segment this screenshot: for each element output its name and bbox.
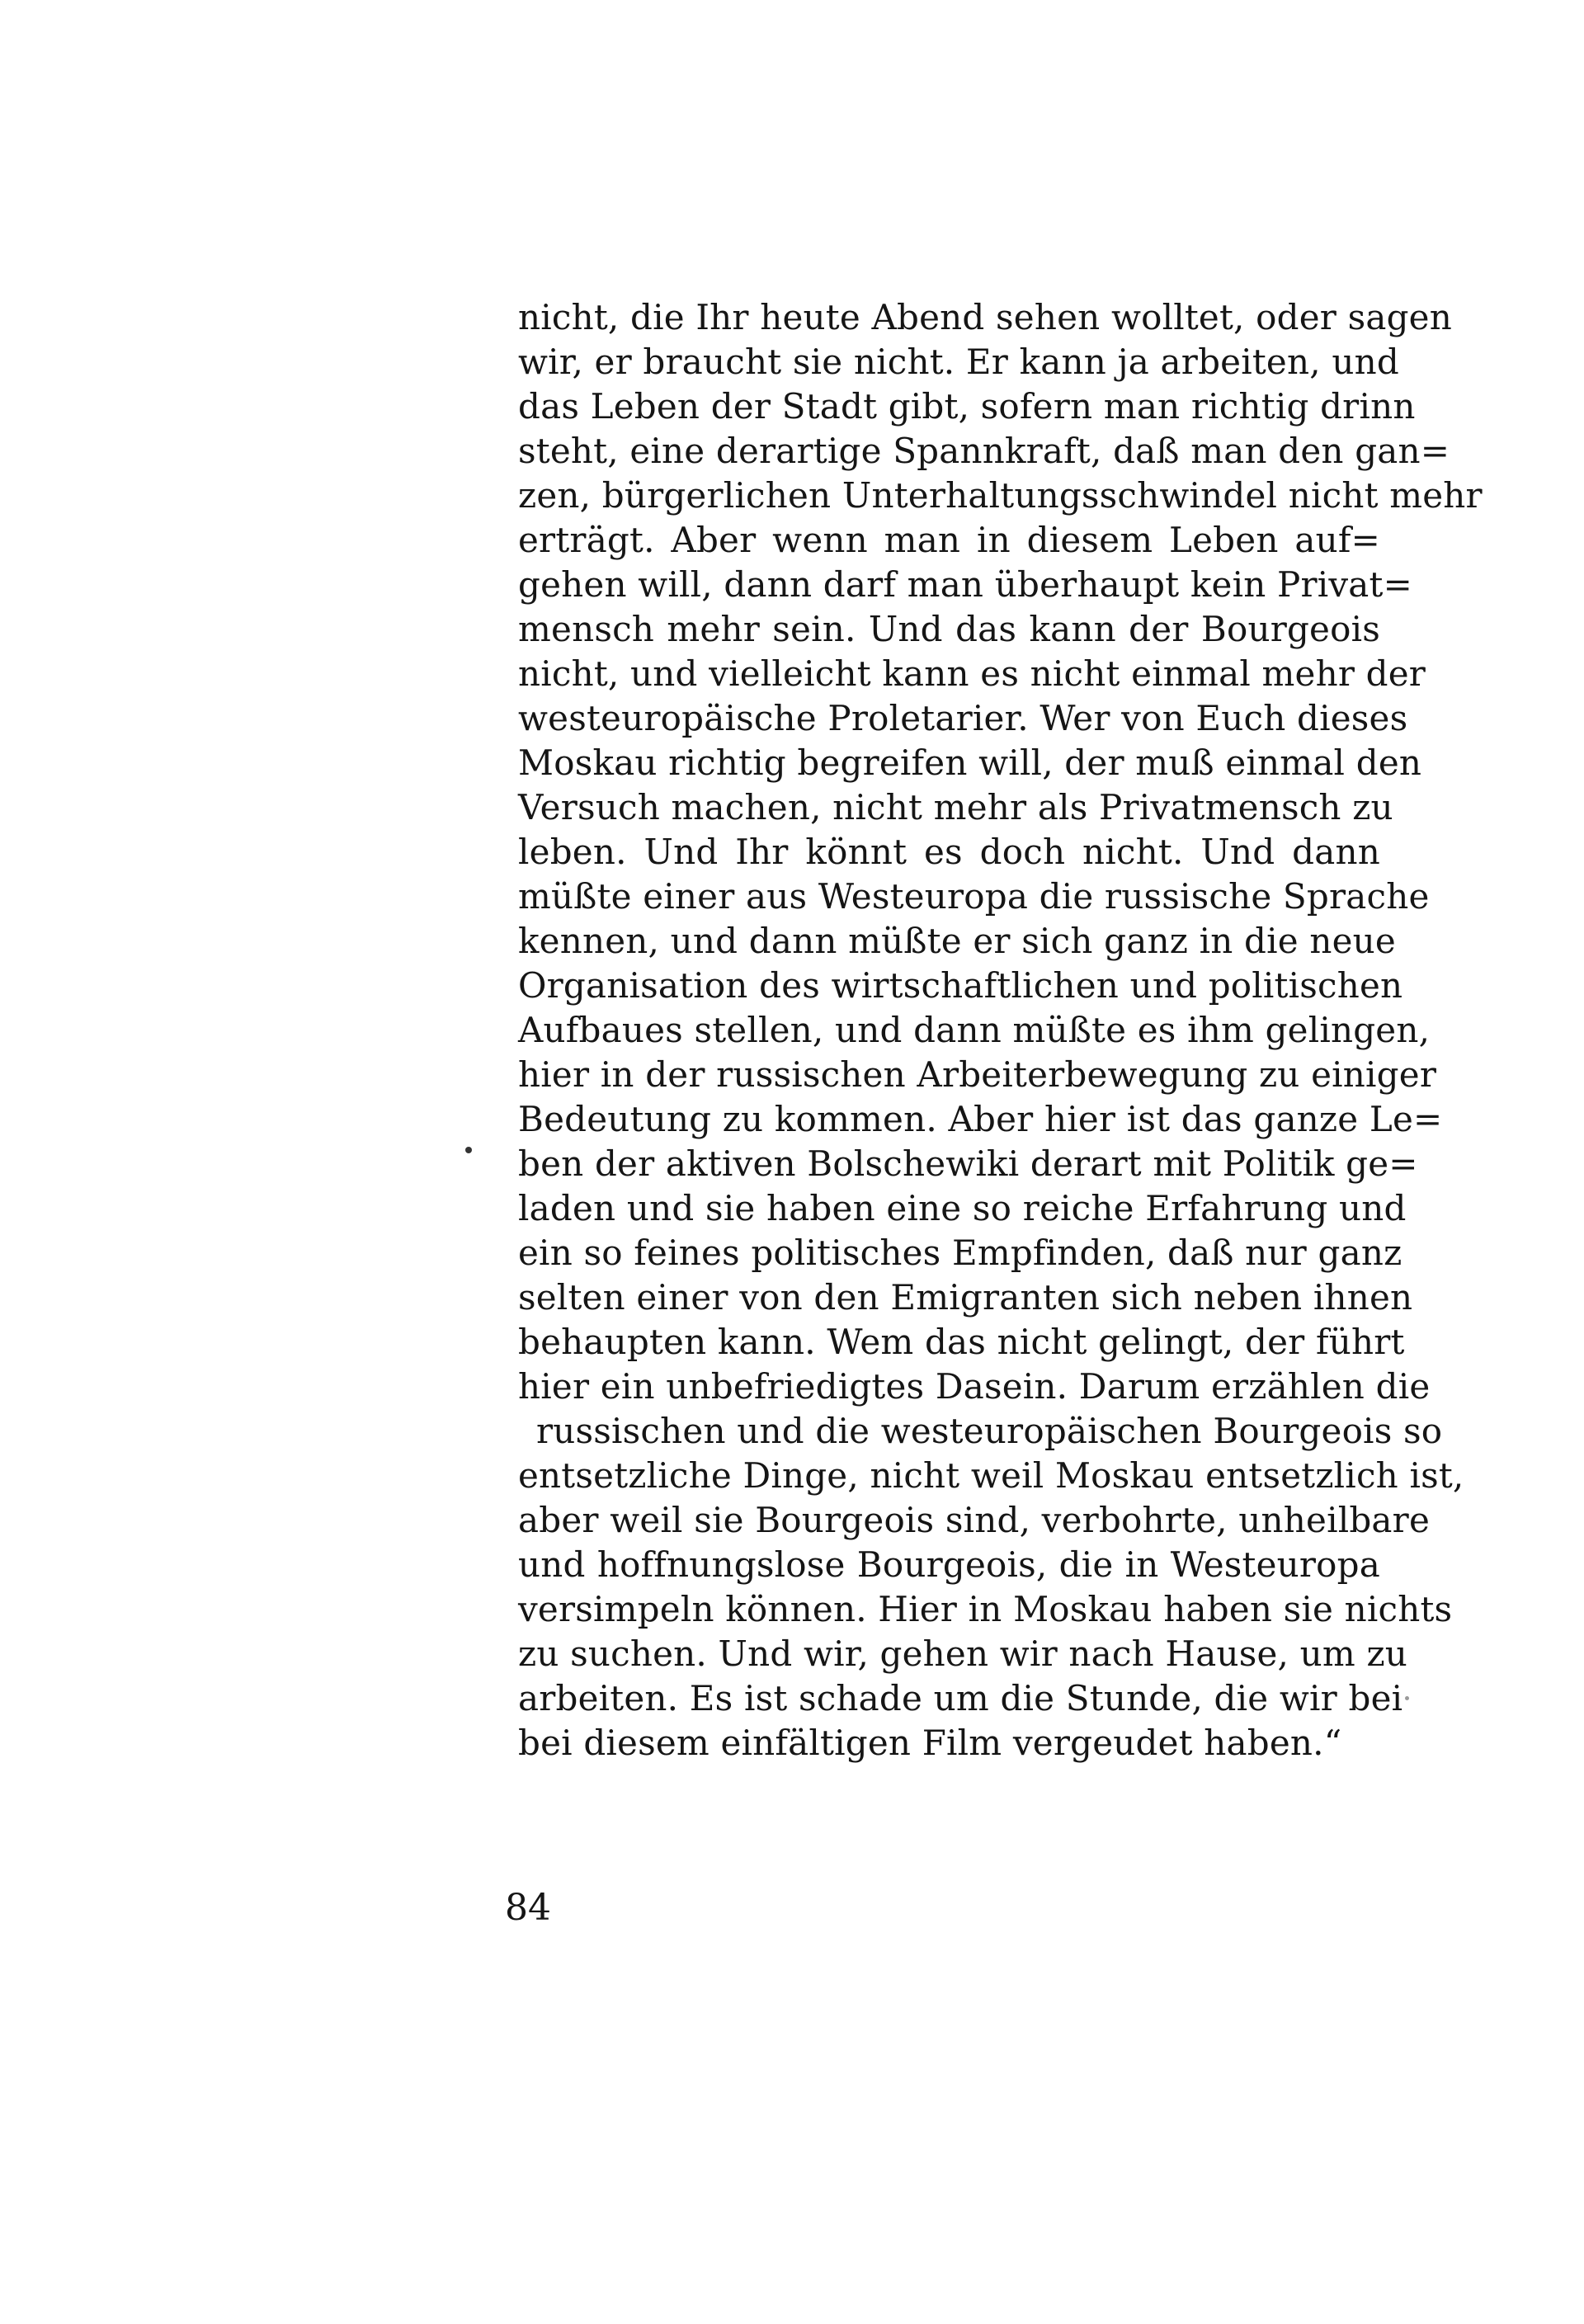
- text-line: gehen will, dann darf man überhaupt kein Privat=: [518, 564, 1413, 605]
- text-line: laden und sie haben eine so reiche Erfahrung und: [518, 1188, 1407, 1228]
- text-line: aber weil sie Bourgeois sind, verbohrte, unheilbare: [518, 1500, 1431, 1540]
- text-line: ein so feines politisches Empfinden, daß nur ganz: [518, 1233, 1402, 1273]
- text-line: Bedeutung zu kommen. Aber hier ist das ganze Le=: [518, 1099, 1443, 1139]
- text-line: hier in der russischen Arbeiterbewegung zu einiger: [518, 1054, 1437, 1095]
- text-line: zu suchen. Und wir, gehen wir nach Hause, um zu: [518, 1633, 1408, 1674]
- scan-speck: [465, 1147, 472, 1153]
- scan-speck: [1405, 1696, 1409, 1700]
- text-line: mensch mehr sein. Und das kann der Bourgeois: [518, 609, 1380, 649]
- text-line: bei diesem einfältigen Film vergeudet haben.“: [518, 1723, 1342, 1763]
- text-line: zen, bürgerlichen Unterhaltungsschwindel nicht mehr: [518, 475, 1483, 516]
- text-line: arbeiten. Es ist schade um die Stunde, die wir bei: [518, 1678, 1403, 1718]
- text-line: Aufbaues stellen, und dann müßte es ihm gelingen,: [518, 1010, 1431, 1050]
- text-line: hier ein unbefriedigtes Dasein. Darum erzählen die: [518, 1366, 1431, 1407]
- text-line: wir, er braucht sie nicht. Er kann ja arbeiten, und: [518, 342, 1399, 382]
- text-line: ben der aktiven Bolschewiki derart mit Politik ge=: [518, 1143, 1418, 1184]
- text-line: versimpeln können. Hier in Moskau haben sie nichts: [518, 1589, 1453, 1629]
- text-line: selten einer von den Emigranten sich neben ihnen: [518, 1277, 1413, 1318]
- text-line: leben. Und Ihr könnt es doch nicht. Und dann: [518, 832, 1380, 872]
- text-line: das Leben der Stadt gibt, sofern man richtig drinn: [518, 386, 1416, 427]
- text-line: Organisation des wirtschaftlichen und politischen: [518, 965, 1403, 1006]
- text-line: steht, eine derartige Spannkraft, daß man den gan=: [518, 431, 1450, 471]
- text-line: entsetzliche Dinge, nicht weil Moskau entsetzlich ist,: [518, 1455, 1464, 1496]
- text-line: russischen und die westeuropäischen Bourgeois so: [536, 1411, 1443, 1451]
- page-number: 84: [505, 1887, 551, 1929]
- text-line: kennen, und dann müßte er sich ganz in die neue: [518, 921, 1396, 961]
- text-line: Moskau richtig begreifen will, der muß einmal den: [518, 742, 1422, 783]
- text-line: müßte einer aus Westeuropa die russische Sprache: [518, 876, 1430, 917]
- text-line: westeuropäische Proletarier. Wer von Euch dieses: [518, 698, 1408, 738]
- text-line: und hoffnungslose Bourgeois, die in Westeuropa: [518, 1544, 1380, 1585]
- text-line: behaupten kann. Wem das nicht gelingt, der führt: [518, 1322, 1405, 1362]
- text-line: nicht, und vielleicht kann es nicht einmal mehr der: [518, 653, 1426, 694]
- text-line: Versuch machen, nicht mehr als Privatmensch zu: [518, 787, 1393, 827]
- body-text: [518, 295, 1483, 1765]
- text-line: nicht, die Ihr heute Abend sehen wolltet, oder sagen: [518, 297, 1452, 337]
- text-line: erträgt. Aber wenn man in diesem Leben auf=: [518, 520, 1380, 560]
